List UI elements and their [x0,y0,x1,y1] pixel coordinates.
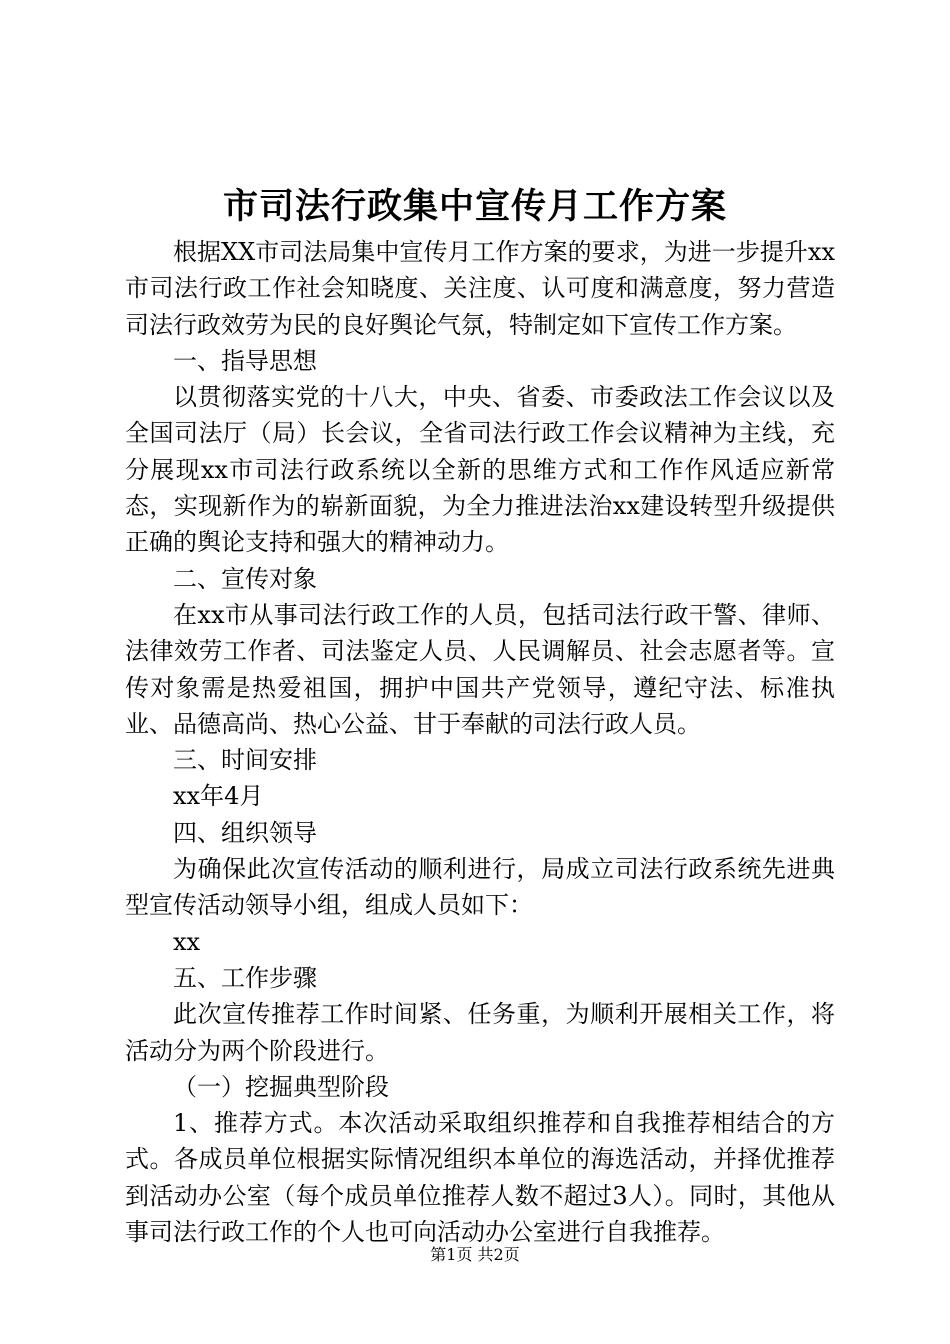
section-heading-schedule: 三、时间安排 [173,746,317,775]
document-title: 市司法行政集中宣传月工作方案 [222,186,727,227]
section-heading-leadership: 四、组织领导 [173,818,317,847]
paragraph-steps: 此次宣传推荐工作时间紧、任务重，为顺利开展相关工作，将活动分为两个阶段进行。 [125,1000,835,1065]
page-indicator: 第1页 共2页 [430,1245,520,1264]
paragraph-guiding-ideology: 以贯彻落实党的十八大，中央、省委、市委政法工作会议以及全国司法厅（局）长会议，全省司法行政工作会议精神为主线，充分展现xx市司法行政系统以全新的思维方式和工作作风适应新常态，实现新作为的崭新面貌，为全力推进法治xx建设转型升级提供正确的舆论支持和强大的精神动力。 [125,383,835,557]
section-heading-target: 二、宣传对象 [173,564,317,593]
paragraph-members: xx [173,927,201,956]
document-body [125,234,835,1250]
section-heading-guiding-ideology: 一、指导思想 [173,346,317,375]
paragraph-schedule: xx年4月 [173,782,264,811]
subsection-heading-discovery: （一）挖掘典型阶段 [173,1072,389,1101]
paragraph-target: 在xx市从事司法行政工作的人员，包括司法行政干警、律师、法律效劳工作者、司法鉴定人员、人民调解员、社会志愿者等。宣传对象需是热爱祖国，拥护中国共产党领导，遵纪守法、标准执业、品德高尚、热心公益、甘于奉献的司法行政人员。 [125,600,835,738]
section-heading-steps: 五、工作步骤 [173,963,317,992]
paragraph-recommendation: 1、推荐方式。本次活动采取组织推荐和自我推荐相结合的方式。各成员单位根据实际情况组织本单位的海选活动，并择优推荐到活动办公室（每个成员单位推荐人数不超过3人）。同时，其他从事司法行政工作的个人也可向活动办公室进行自我推荐。 [125,1109,835,1247]
paragraph-intro: 根据XX市司法局集中宣传月工作方案的要求，为进一步提升xx市司法行政工作社会知晓度、关注度、认可度和满意度，努力营造司法行政效劳为民的良好舆论气氛，特制定如下宣传工作方案。 [125,238,835,339]
paragraph-leadership: 为确保此次宣传活动的顺利进行，局成立司法行政系统先进典型宣传活动领导小组，组成人员如下： [125,855,835,920]
